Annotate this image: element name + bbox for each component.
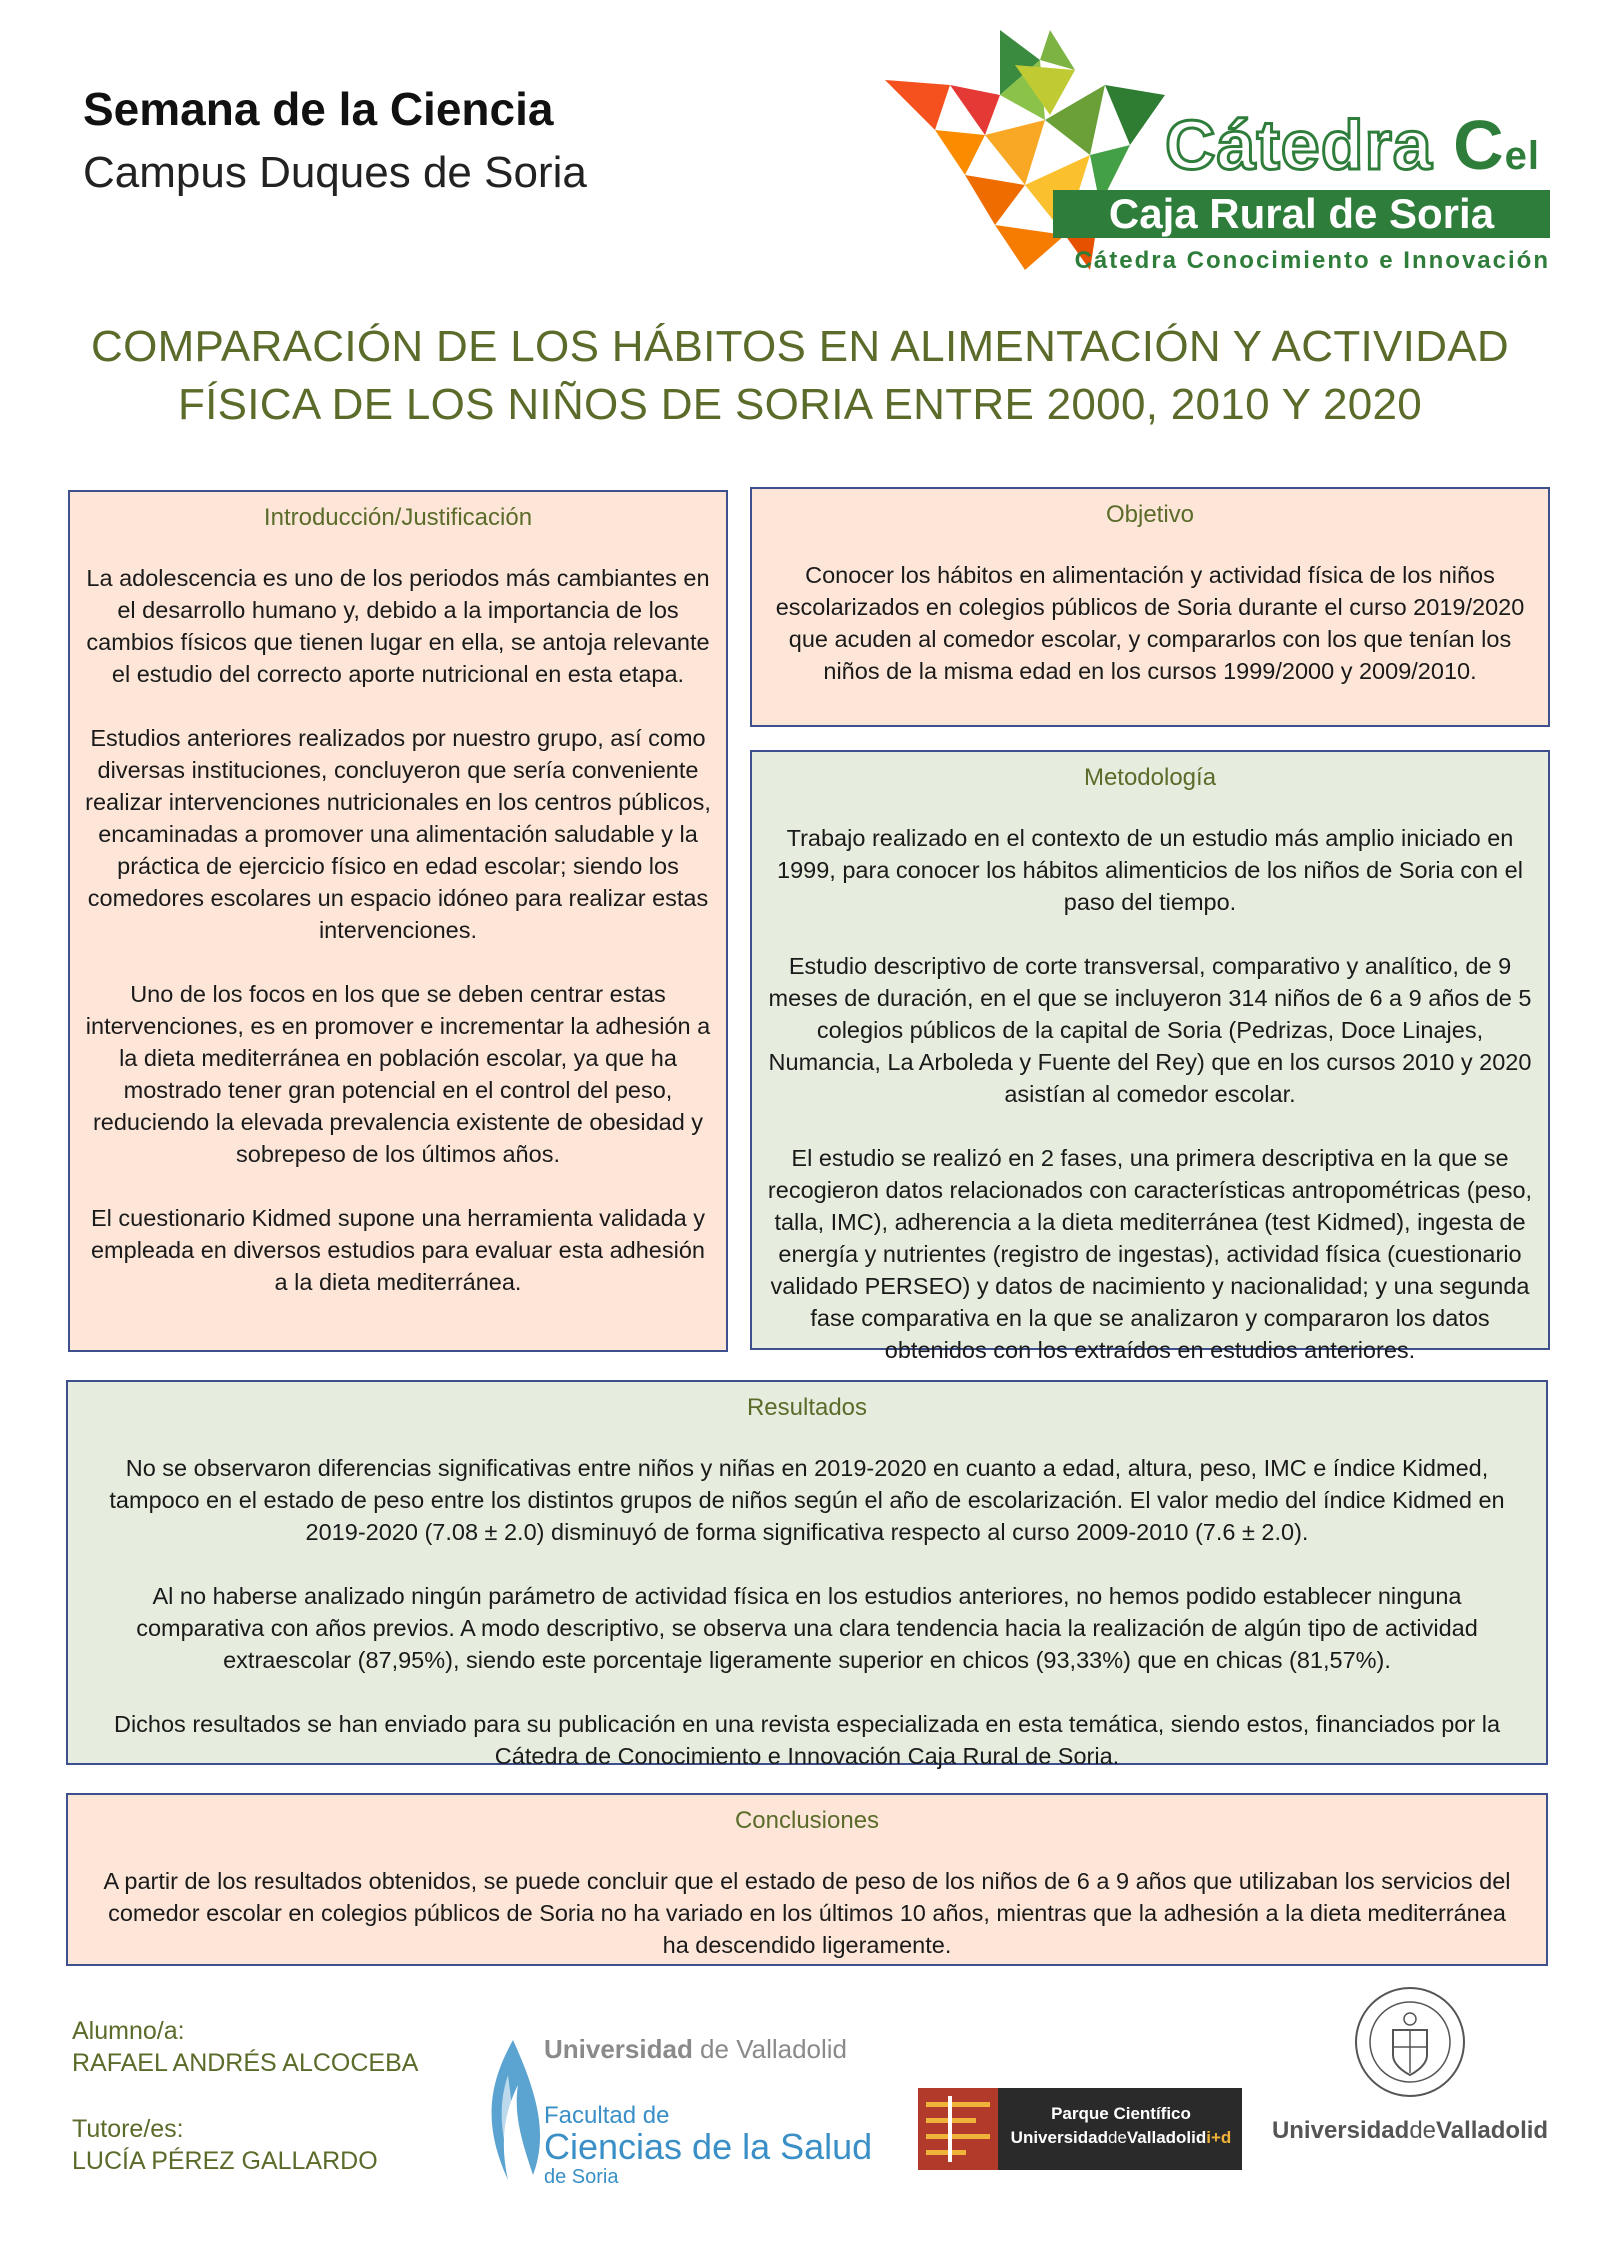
- conclusiones-box: [66, 1793, 1548, 1966]
- conclusiones-heading: Conclusiones: [734, 1807, 880, 1834]
- conclusiones-paragraph: A partir de los resultados obtenidos, se puede concluir que el estado de peso de los niños de 6 a 9 años que utilizaban los servicios del comedor escolar en colegios públicos de Soria no ha variado en los últimos 10 años, mientras que la adhesión a la dieta mediterránea ha descendido ligeramente.: [103, 1868, 1511, 1958]
- objetivo-paragraph: Conocer los hábitos en alimentación y actividad física de los niños escolarizados en colegios públicos de Soria durante el curso 2019/2020 que acuden al comedor escolar, y compararlos con los que tenían los niños de la misma edad en los cursos 1999/2000 y 2009/2010.: [775, 562, 1525, 684]
- parque-cientifico-logo: [918, 2088, 1242, 2170]
- resultados-paragraph: No se observaron diferencias significativas entre niños y niñas en 2019-2020 en cuanto a edad, altura, peso, IMC e índice Kidmed, tampoco en el estado de peso entre los distintos grupos de niños según el año de escolarización. El valor medio del índice Kidmed en 2019-2020 (7.08 ± 2.0) disminuyó de forma significativa respecto al curso 2009-2010 (7.6 ± 2.0).: [109, 1455, 1505, 1545]
- metodologia-box: [750, 750, 1550, 1363]
- fcs-university: Universidad de Valladolid: [544, 2034, 848, 2064]
- metodologia-paragraph: Estudio descriptivo de corte transversal, comparativo y analítico, de 9 meses de duración, en el que se incluyeron 314 niños de 6 a 9 años de 5 colegios públicos de la capital de Soria (Pedrizas, Doce Linajes, Numancia, La Arboleda y Fuente del Rey) que en los cursos 2010 y 2020 asistían al comedor escolar.: [768, 953, 1532, 1107]
- alumno-name: RAFAEL ANDRÉS ALCOCEBA: [72, 2049, 419, 2077]
- metodologia-heading: Metodología: [1083, 764, 1217, 791]
- metodologia-paragraph: El estudio se realizó en 2 fases, una primera descriptiva en la que se recogieron datos relacionados con características antropométricas (peso, talla, IMC), adherencia a la dieta mediterránea (test Kidmed), ingesta de energía y nutrientes (registro de ingestas), actividad física (cuestionario validado PERSEO) y datos de nacimiento y nacionalidad; y una segunda fase comparativa en la que se analizaron y compararon los datos obtenidos con los extraídos en estudios anteriores.: [767, 1145, 1533, 1363]
- resultados-paragraph: Al no haberse analizado ningún parámetro de actividad física en los estudios anteriores, no hemos podido establecer ninguna comparativa con años previos. A modo descriptivo, se observa una clara tendencia hacia la realización de algún tipo de actividad extraescolar (87,95%), siendo este porcentaje ligeramente superior en chicos (93,33%) que en chicas (81,57%).: [136, 1583, 1478, 1673]
- objetivo-heading: Objetivo: [1105, 501, 1195, 528]
- university-seal-icon: [1353, 1985, 1467, 2099]
- resultados-paragraph: Dichos resultados se han enviado para su publicación en una revista especializada en esta temática, siendo estos, financiados por la Cátedra de Conocimiento e Innovación Caja Rural de Soria.: [113, 1711, 1501, 1769]
- introduccion-heading: Introducción/Justificación: [263, 504, 533, 531]
- tutor-name: LUCÍA PÉREZ GALLARDO: [72, 2147, 378, 2175]
- fcs-logo: [478, 2030, 873, 2190]
- alumno-label: Alumno/a:: [72, 2017, 185, 2045]
- resultados-box: [66, 1380, 1548, 1769]
- parque-line2: UniversidaddeValladolidi+d: [1010, 2128, 1232, 2147]
- event-subtitle: Campus Duques de Soria: [83, 148, 587, 197]
- parque-mark-icon: [918, 2088, 998, 2170]
- resultados-heading: Resultados: [746, 1394, 868, 1421]
- introduccion-box: [68, 490, 728, 1352]
- flame-icon: [478, 2035, 548, 2185]
- catedra-wordmark: Cátedra Cel: [1165, 106, 1541, 184]
- uva-wordmark: UniversidaddeValladolid: [1271, 2117, 1549, 2144]
- catedra-logo: [875, 25, 1550, 280]
- fcs-soria: de Soria: [544, 2166, 619, 2188]
- introduccion-paragraph: Uno de los focos en los que se deben centrar estas intervenciones, es en promover e incrementar la adhesión a la dieta mediterránea en población escolar, ya que ha mostrado tener gran potencial en el control del peso, reduciendo la elevada prevalencia existente de obesidad y sobrepeso de los últimos años.: [85, 981, 711, 1167]
- tutor-label: Tutore/es:: [72, 2115, 184, 2143]
- uva-logo: [1270, 1985, 1550, 2165]
- metodologia-paragraph: Trabajo realizado en el contexto de un estudio más amplio iniciado en 1999, para conocer los hábitos alimenticios de los niños de Soria con el paso del tiempo.: [777, 825, 1523, 915]
- fcs-ciencias: Ciencias de la Salud: [544, 2126, 873, 2167]
- objetivo-box: [750, 487, 1550, 727]
- event-title: Semana de la Ciencia: [83, 83, 554, 135]
- poster-title: COMPARACIÓN DE LOS HÁBITOS EN ALIMENTACIÓN Y ACTIVIDAD FÍSICA DE LOS NIÑOS DE SORIA ENTRE 2000, 2010 Y 2020: [91, 322, 1509, 429]
- introduccion-paragraph: La adolescencia es uno de los periodos más cambiantes en el desarrollo humano y, debido a la importancia de los cambios físicos que tienen lugar en ella, se antoja relevante el estudio del correcto aporte nutricional en esta etapa.: [86, 565, 710, 687]
- parque-line1: Parque Científico: [1051, 2104, 1191, 2123]
- fcs-facultad: Facultad de: [544, 2102, 670, 2129]
- introduccion-paragraph: Estudios anteriores realizados por nuestro grupo, así como diversas instituciones, concluyeron que sería conveniente realizar intervenciones nutricionales en los centros públicos, encaminadas a promover una alimentación saludable y la práctica de ejercicio físico en edad escolar; siendo los comedores escolares un espacio idóneo para realizar estas intervenciones.: [85, 725, 711, 943]
- introduccion-paragraph: El cuestionario Kidmed supone una herramienta validada y empleada en diversos estudios para evaluar esta adhesión a la dieta mediterránea.: [90, 1205, 705, 1295]
- caja-rural-banner: Caja Rural de Soria: [1053, 190, 1550, 238]
- catedra-tagline: Cátedra Conocimiento e Innovación: [1074, 247, 1550, 274]
